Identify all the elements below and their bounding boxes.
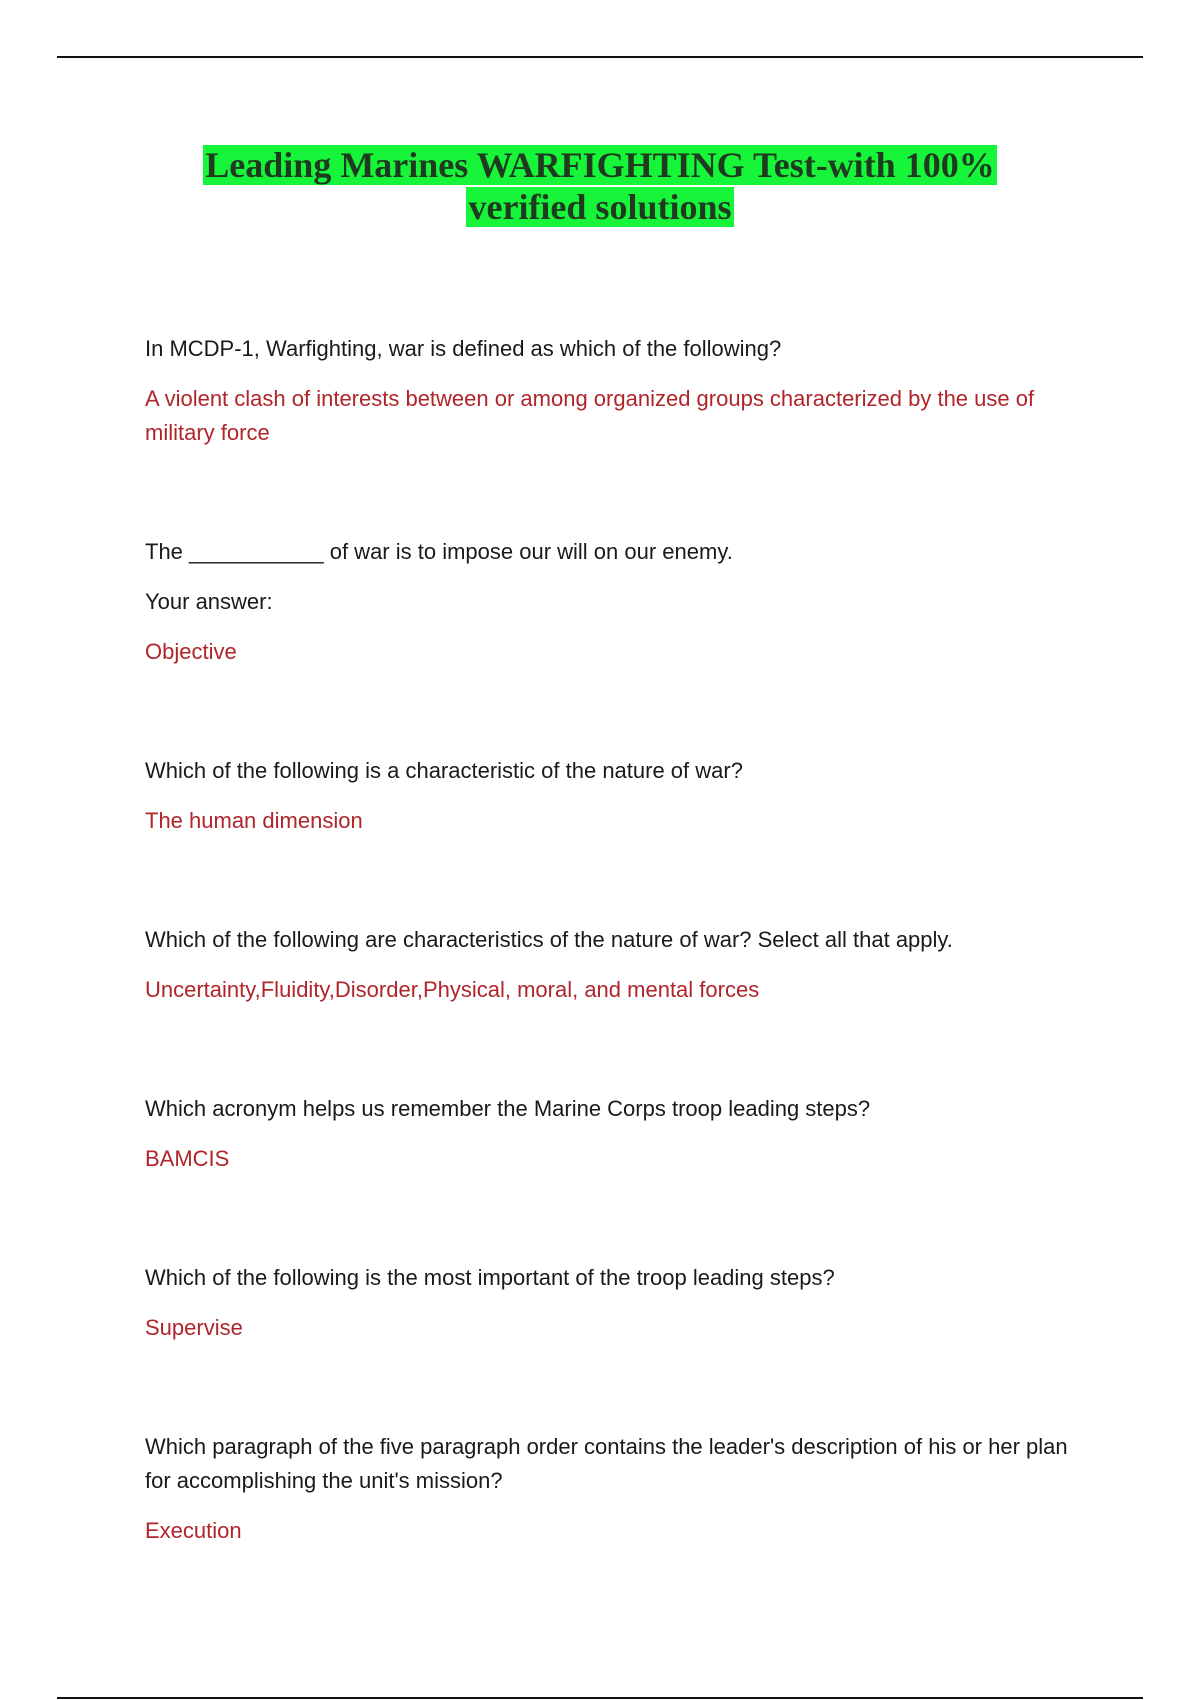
document-title: [0, 144, 1200, 228]
qa-item-6: [145, 1261, 1075, 1345]
bottom-rule: [57, 1697, 1143, 1699]
qa-item-5: [145, 1092, 1075, 1176]
qa-item-2: [145, 535, 1075, 669]
question-text: Which acronym helps us remember the Marine Corps troop leading steps?: [145, 1096, 871, 1121]
answer-text: Execution: [145, 1518, 242, 1543]
answer-text: Supervise: [145, 1315, 243, 1340]
answer-text: Uncertainty,Fluidity,Disorder,Physical, moral, and mental forces: [145, 977, 760, 1002]
title-line-2: verified solutions: [468, 187, 732, 227]
question-text: Which paragraph of the five paragraph order contains the leader's description of his or her plan for accomplishing the unit's mission?: [145, 1434, 1068, 1493]
question-text: The ___________ of war is to impose our will on our enemy.: [145, 539, 733, 564]
top-rule: [57, 56, 1143, 58]
qa-item-7: [145, 1430, 1075, 1548]
your-answer-label: Your answer:: [145, 589, 273, 614]
question-text: Which of the following is the most important of the troop leading steps?: [145, 1265, 835, 1290]
answer-text: The human dimension: [145, 808, 363, 833]
answer-text: A violent clash of interests between or among organized groups characterized by the use of military force: [145, 386, 1035, 445]
question-text: Which of the following are characteristics of the nature of war? Select all that apply.: [145, 927, 953, 952]
title-line-1: Leading Marines WARFIGHTING Test-with 100%: [205, 145, 995, 185]
qa-item-4: [145, 923, 1075, 1007]
qa-list: [145, 332, 1075, 1633]
question-text: Which of the following is a characteristic of the nature of war?: [145, 758, 743, 783]
answer-text: BAMCIS: [145, 1146, 230, 1171]
qa-item-1: [145, 332, 1075, 450]
qa-item-3: [145, 754, 1075, 838]
question-text: In MCDP-1, Warfighting, war is defined as which of the following?: [145, 336, 782, 361]
answer-text: Objective: [145, 639, 237, 664]
